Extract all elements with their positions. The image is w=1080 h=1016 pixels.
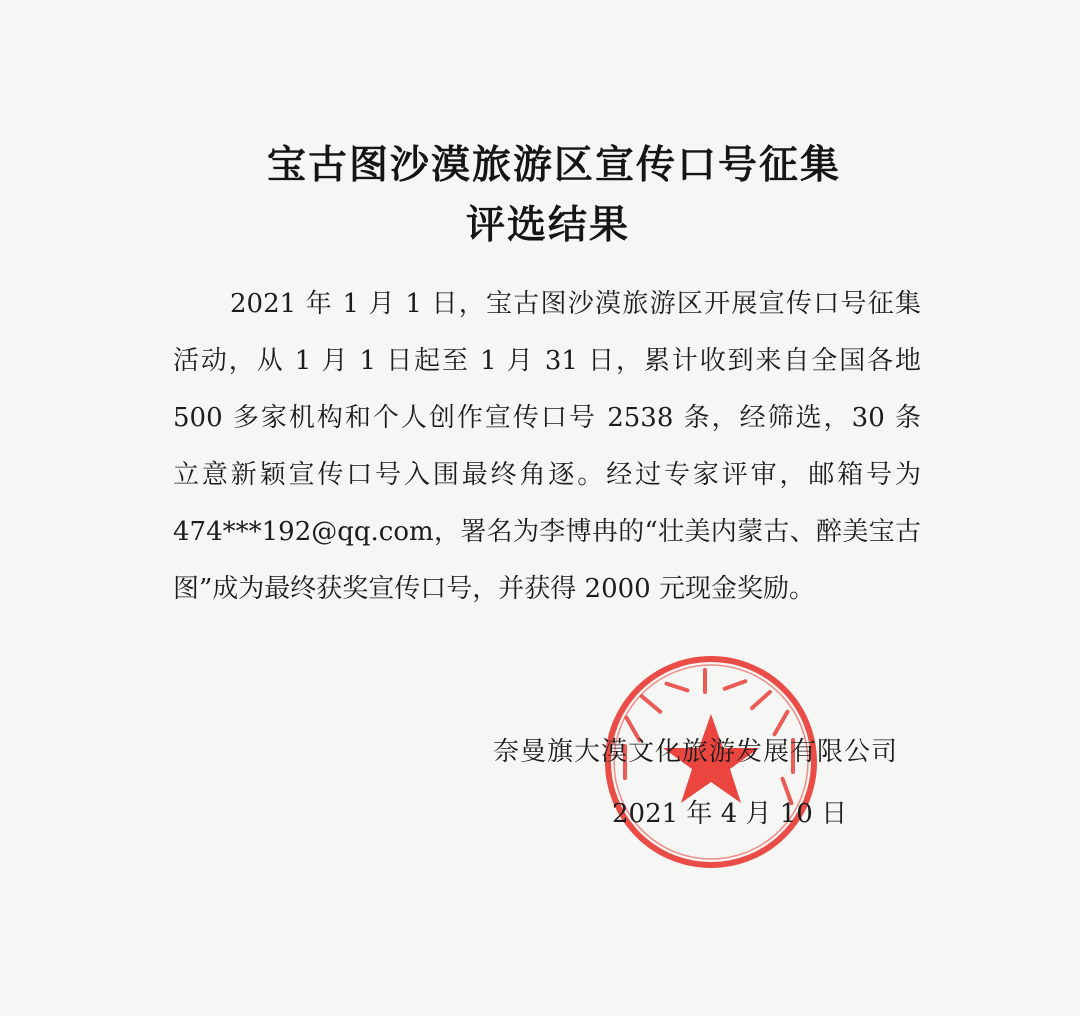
body-paragraph-line-3: 500 多家机构和个人创作宣传口号 2538 条，经筛选，30 条 [173,403,921,433]
document-title-line-2: 评选结果 [465,203,630,248]
body-paragraph-line-5: 474***192@qq.com，署名为李博冉的“壮美内蒙古、醉美宝古 [173,517,921,547]
document-title-line-1: 宝古图沙漠旅游区宣传口号征集 [266,143,841,188]
body-paragraph-line-6: 图”成为最终获奖宣传口号，并获得 2000 元现金奖励。 [173,574,815,604]
signature-company: 奈曼旗大漠文化旅游发展有限公司 [493,737,899,767]
signature-date: 2021 年 4 月 10 日 [612,799,848,829]
body-paragraph-line-1: 2021 年 1 月 1 日，宝古图沙漠旅游区开展宣传口号征集 [230,289,921,319]
body-paragraph-line-2: 活动，从 1 月 1 日起至 1 月 31 日，累计收到来自全国各地 [173,346,921,376]
body-paragraph-line-4: 立意新颖宣传口号入围最终角逐。经过专家评审，邮箱号为 [173,460,921,490]
